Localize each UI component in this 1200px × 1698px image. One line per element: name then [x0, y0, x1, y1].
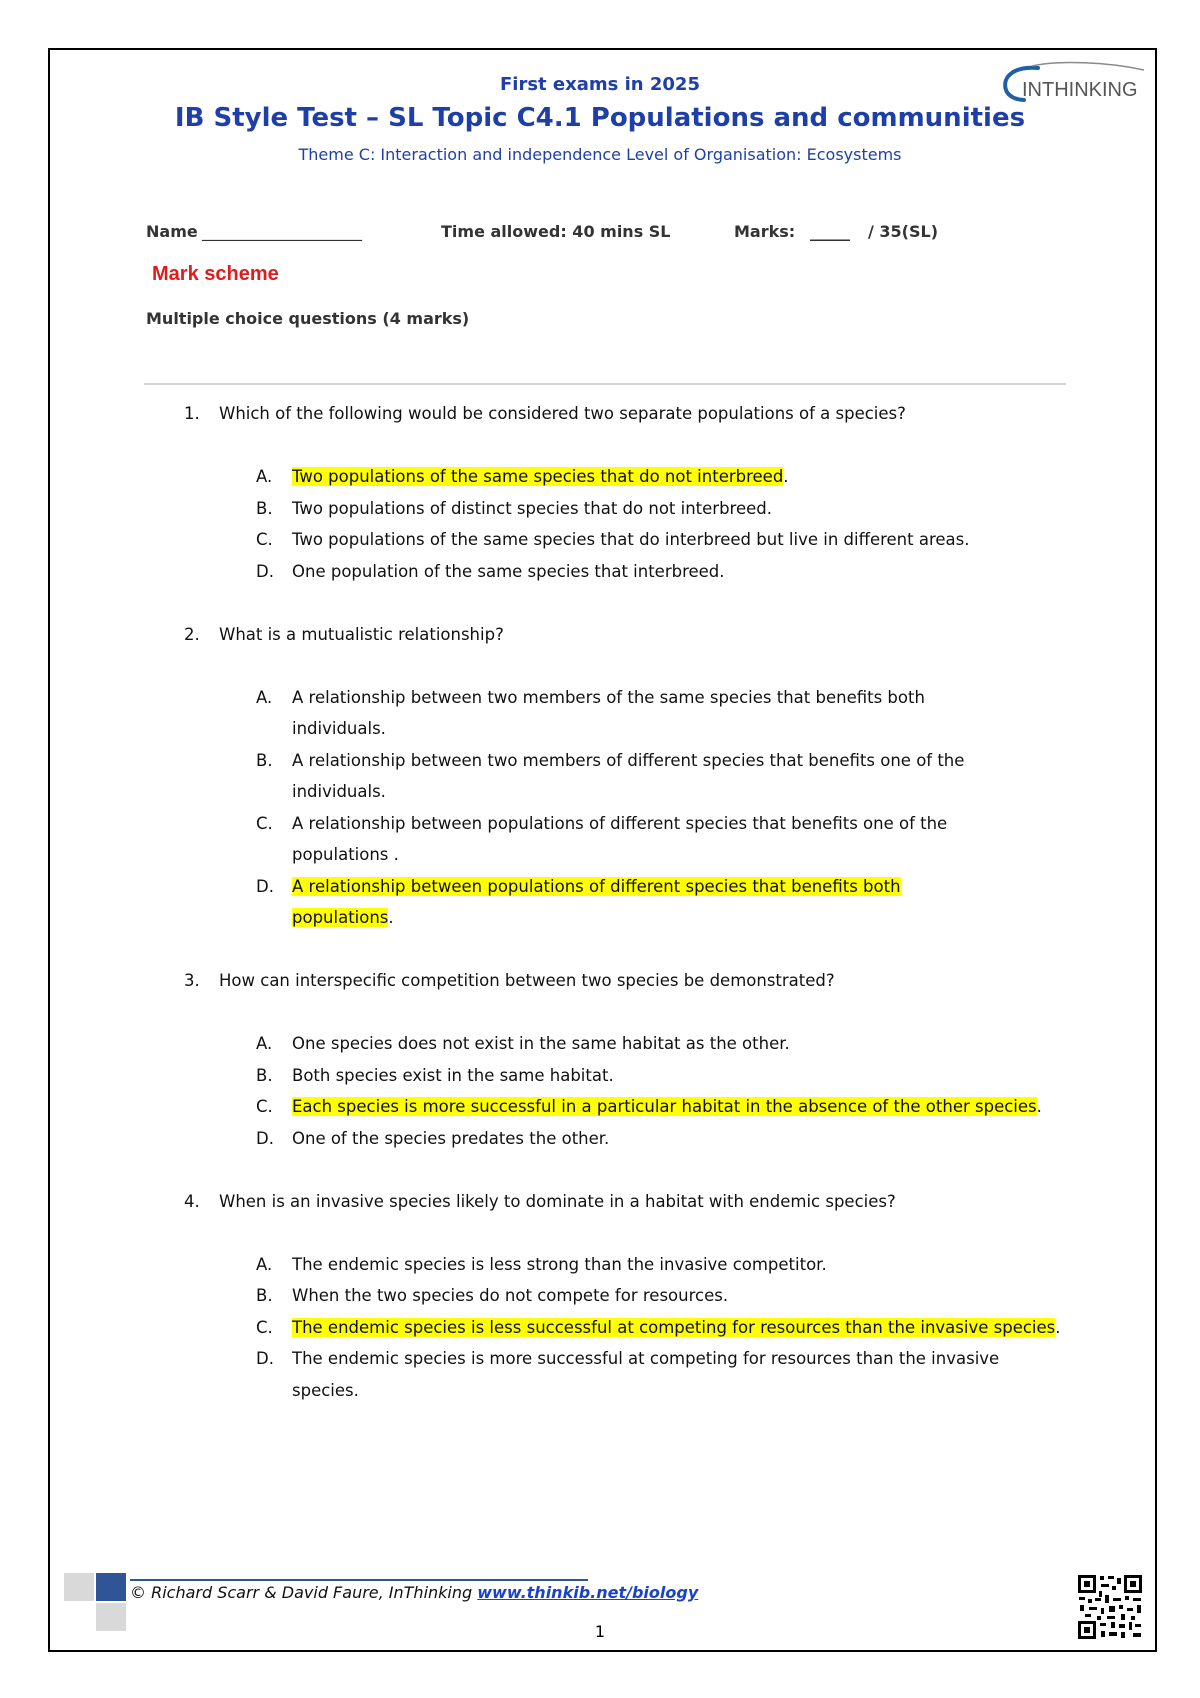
mark-scheme-label: Mark scheme [152, 263, 279, 285]
option-letter: D. [256, 561, 274, 581]
option-b[interactable] [0, 493, 1200, 525]
correct-answer-text: Each species is more successful in a particular habitat in the absence of the other species [292, 1097, 1037, 1116]
option-b[interactable] [0, 745, 1200, 808]
copyright-text: © Richard Scarr & David Faure, InThinking [130, 1583, 478, 1602]
question-number: 1. [184, 404, 200, 423]
option-d[interactable] [0, 1123, 1200, 1155]
option-letter: A. [256, 687, 273, 707]
option-letter: C. [256, 813, 273, 833]
option-c[interactable] [0, 524, 1200, 556]
option-a[interactable] [0, 682, 1200, 745]
option-text: The endemic species is less strong than the invasive competitor. [292, 1254, 827, 1274]
option-letter: C. [256, 1317, 273, 1337]
question-number: 2. [184, 624, 200, 644]
option-c[interactable] [0, 1091, 1200, 1123]
option-text: A relationship between populations of different species that benefits one of the populations . [292, 813, 948, 864]
question-text: Which of the following would be considered two separate populations of a species? [219, 404, 906, 423]
option-c[interactable] [0, 1312, 1200, 1344]
option-a[interactable] [0, 1028, 1200, 1060]
option-suffix: . [1036, 1097, 1042, 1116]
questions-list [0, 398, 1200, 1406]
section-heading: Multiple choice questions (4 marks) [146, 309, 470, 328]
option-suffix: . [388, 908, 394, 927]
option-letter: B. [256, 750, 273, 770]
option-suffix: . [1055, 1317, 1061, 1337]
option-text: One population of the same species that interbreed. [292, 561, 725, 581]
marks-total: / 35(SL) [868, 222, 939, 241]
option-text: Two populations of the same species that do interbreed but live in different areas. [292, 530, 970, 549]
biology-link[interactable]: www.thinkib.net/biology [477, 1583, 699, 1602]
question-1 [0, 398, 1200, 587]
option-text: When the two species do not compete for resources. [292, 1286, 729, 1305]
option-d[interactable] [0, 556, 1200, 588]
divider [144, 383, 1066, 385]
correct-answer-text: The endemic species is less successful at competing for resources than the invasive species [292, 1317, 1056, 1337]
option-c[interactable] [0, 808, 1200, 871]
option-letter: D. [256, 1349, 274, 1368]
info-row [146, 222, 1046, 246]
theme-subtitle: Theme C: Interaction and independence Level of Organisation: Ecosystems [298, 145, 902, 164]
option-letter: A. [256, 1034, 273, 1053]
time-allowed: Time allowed: 40 mins SL [441, 222, 671, 241]
marks-label: Marks: [734, 222, 796, 241]
question-text: When is an invasive species likely to dominate in a habitat with endemic species? [219, 1191, 896, 1211]
option-text: Both species exist in the same habitat. [292, 1065, 614, 1085]
option-text: One species does not exist in the same habitat as the other. [292, 1034, 790, 1053]
question-number: 3. [184, 971, 200, 990]
qr-code-icon[interactable] [1077, 1574, 1143, 1640]
option-b[interactable] [0, 1060, 1200, 1092]
option-b[interactable] [0, 1280, 1200, 1312]
footer-copyright [130, 1583, 698, 1602]
footer-rule [130, 1579, 588, 1581]
page-title: IB Style Test – SL Topic C4.1 Populations and communities [174, 103, 1026, 133]
option-letter: A. [256, 1254, 273, 1274]
first-exams-label: First exams in 2025 [500, 74, 700, 95]
question-4 [0, 1186, 1200, 1407]
question-number: 4. [184, 1191, 200, 1211]
inthinking-logo [998, 54, 1148, 114]
question-3 [0, 965, 1200, 1154]
option-text: A relationship between two members of the same species that benefits both individuals. [292, 687, 925, 738]
option-letter: D. [256, 876, 274, 896]
question-2 [0, 619, 1200, 934]
option-text: The endemic species is more successful at competing for resources than the invasive species. [292, 1349, 1000, 1400]
option-letter: C. [256, 1097, 273, 1116]
question-text: How can interspecific competition between two species be demonstrated? [219, 971, 835, 990]
correct-answer-text: Two populations of the same species that do not interbreed [292, 467, 784, 486]
correct-answer-text: A relationship between populations of different species that benefits both populations [292, 876, 901, 927]
question-text: What is a mutualistic relationship? [219, 624, 504, 644]
option-a[interactable] [0, 1249, 1200, 1281]
option-text: Two populations of distinct species that do not interbreed. [292, 498, 772, 518]
option-d[interactable] [0, 1343, 1200, 1406]
option-text: A relationship between two members of different species that benefits one of the individuals. [292, 750, 965, 801]
option-letter: B. [256, 1286, 273, 1305]
name-field[interactable]: ____________________ [202, 222, 362, 241]
option-a[interactable] [0, 461, 1200, 493]
option-letter: A. [256, 467, 273, 486]
option-letter: C. [256, 530, 273, 549]
logo-text: INTHINKING [1022, 79, 1138, 101]
option-letter: D. [256, 1128, 274, 1148]
option-d[interactable] [0, 871, 1200, 934]
page-number: 1 [594, 1622, 606, 1641]
option-letter: B. [256, 498, 273, 518]
option-letter: B. [256, 1065, 273, 1085]
option-text: One of the species predates the other. [292, 1128, 610, 1148]
name-label: Name [146, 222, 198, 241]
marks-field[interactable]: _____ [810, 222, 850, 241]
option-suffix: . [783, 467, 789, 486]
